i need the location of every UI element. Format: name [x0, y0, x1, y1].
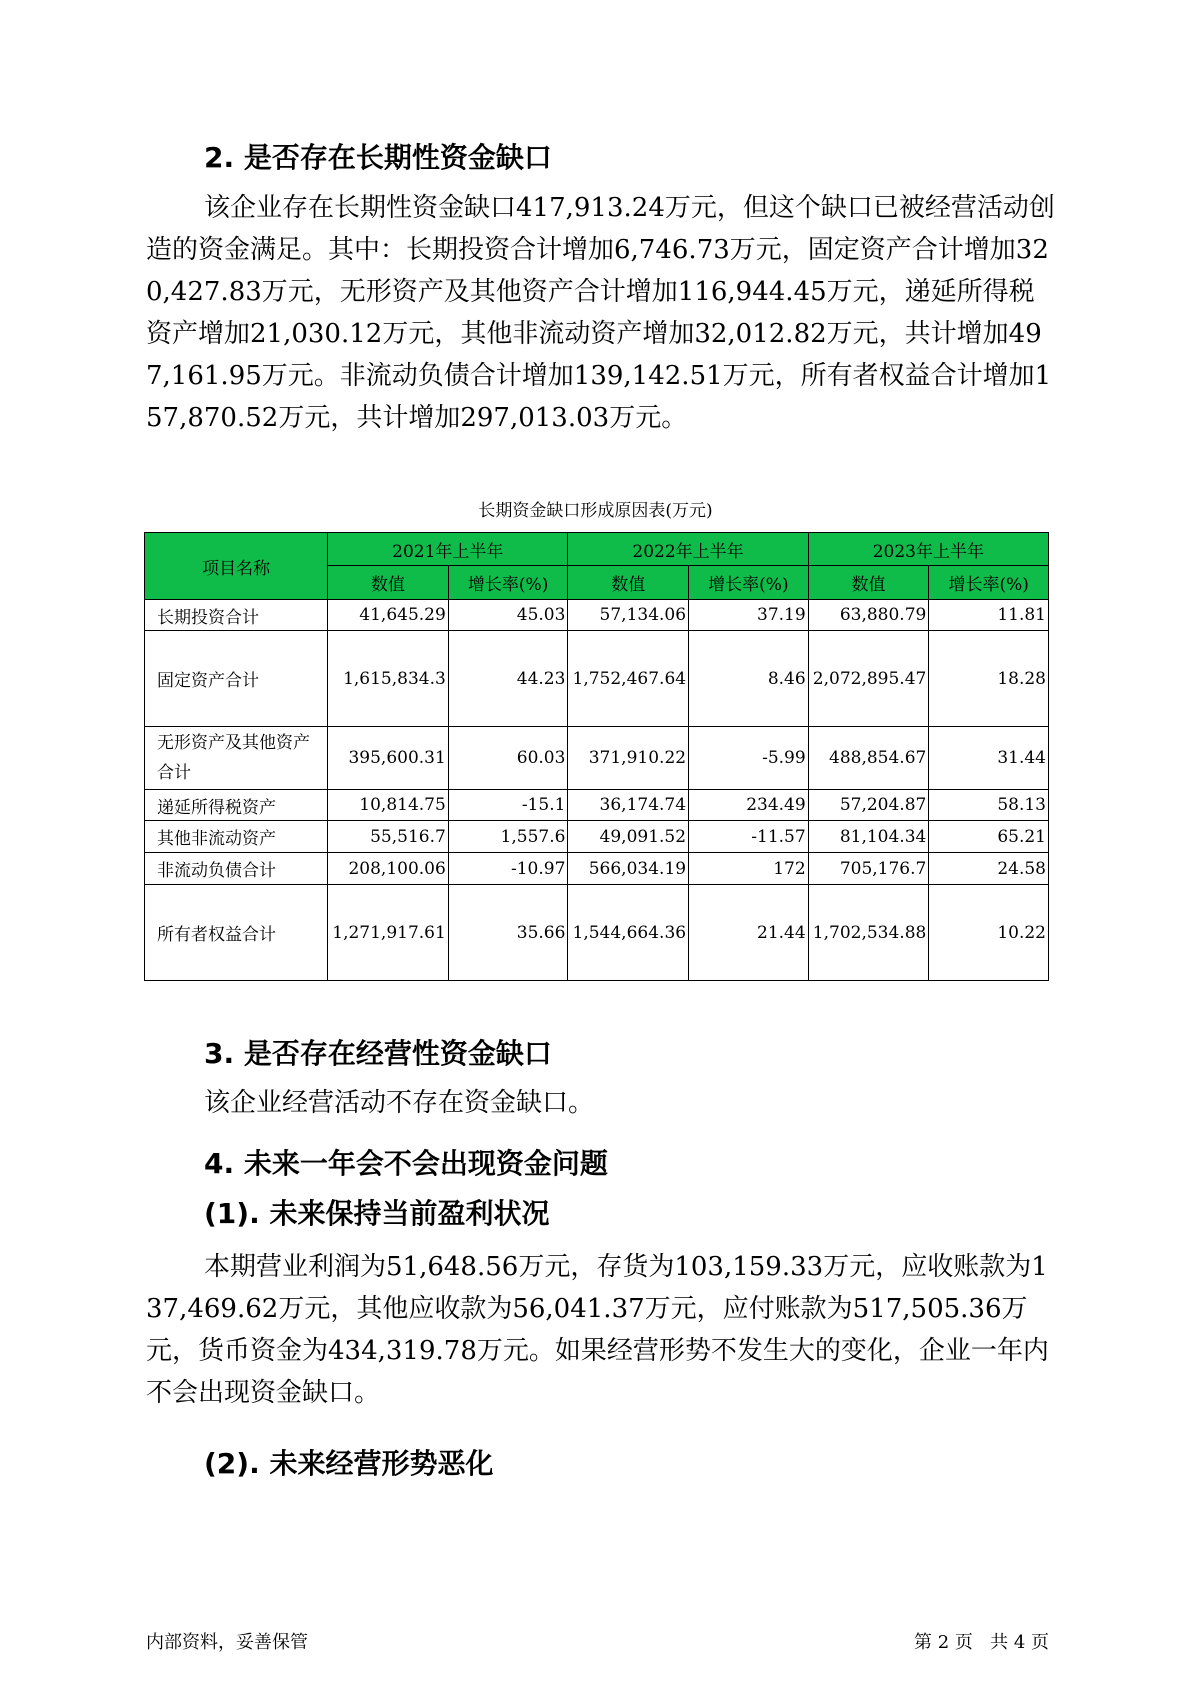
- section-3-heading: 3. 是否存在经营性资金缺口: [204, 1037, 552, 1070]
- cell-value: 57,204.87: [808, 790, 929, 821]
- row-name: 其他非流动资产: [145, 821, 328, 853]
- section-4-1-paragraph: 本期营业利润为51,648.56万元，存货为103,159.33万元，应收账款为137,469.62万元，其他应收款为56,041.37万元，应付账款为517,505.36万元，货币资金为434,319.78万元。如果经营形势不发生大的变化，企业一年内不会出现资金缺口。: [146, 1252, 1049, 1408]
- cell-value: 41,645.29: [328, 600, 449, 631]
- cell-value: 63,880.79: [808, 600, 929, 631]
- cell-growth: 37.19: [689, 600, 809, 631]
- cell-growth: -11.57: [689, 821, 809, 853]
- cell-growth: 18.28: [929, 631, 1049, 727]
- cell-growth: 234.49: [689, 790, 809, 821]
- section-4-2-heading: (2). 未来经营形势恶化: [204, 1447, 494, 1480]
- table-row: [145, 631, 1049, 727]
- cell-value: 371,910.22: [568, 727, 689, 790]
- cell-growth: 44.23: [448, 631, 568, 727]
- header-growth: 增长率(%): [448, 566, 568, 600]
- cell-growth: 8.46: [689, 631, 809, 727]
- header-period-2023: 2023年上半年: [808, 533, 1048, 566]
- row-name: 所有者权益合计: [145, 885, 328, 981]
- cell-value: 36,174.74: [568, 790, 689, 821]
- header-growth: 增长率(%): [689, 566, 809, 600]
- cell-value: 1,544,664.36: [568, 885, 689, 981]
- cell-growth: -15.1: [448, 790, 568, 821]
- header-period-2021: 2021年上半年: [328, 533, 568, 566]
- header-value: 数值: [568, 566, 689, 600]
- cell-value: 55,516.7: [328, 821, 449, 853]
- table-row: [145, 727, 1049, 790]
- table-row: [145, 821, 1049, 853]
- section-2-heading: 2. 是否存在长期性资金缺口: [204, 141, 552, 174]
- cell-growth: 35.66: [448, 885, 568, 981]
- cell-value: 57,134.06: [568, 600, 689, 631]
- cell-value: 488,854.67: [808, 727, 929, 790]
- cell-value: 566,034.19: [568, 853, 689, 885]
- header-value: 数值: [328, 566, 449, 600]
- header-item-name: 项目名称: [145, 533, 328, 600]
- section-3-paragraph: 该企业经营活动不存在资金缺口。: [204, 1088, 595, 1118]
- row-name: 长期投资合计: [145, 600, 328, 631]
- cell-growth: 1,557.6: [448, 821, 568, 853]
- cell-value: 2,072,895.47: [808, 631, 929, 727]
- cell-growth: 45.03: [448, 600, 568, 631]
- table-row: [145, 600, 1049, 631]
- cell-value: 395,600.31: [328, 727, 449, 790]
- cell-growth: 21.44: [689, 885, 809, 981]
- cell-value: 208,100.06: [328, 853, 449, 885]
- table-row: [145, 885, 1049, 981]
- cell-growth: -10.97: [448, 853, 568, 885]
- cell-growth: 24.58: [929, 853, 1049, 885]
- row-name: 固定资产合计: [145, 631, 328, 727]
- footer-page-number: 第 2 页 共 4 页: [914, 1632, 1049, 1653]
- cell-value: 81,104.34: [808, 821, 929, 853]
- cell-value: 705,176.7: [808, 853, 929, 885]
- header-period-2022: 2022年上半年: [568, 533, 808, 566]
- row-name: 无形资产及其他资产合计: [145, 727, 328, 790]
- cell-growth: 65.21: [929, 821, 1049, 853]
- cell-value: 49,091.52: [568, 821, 689, 853]
- section-2-paragraph: 该企业存在长期性资金缺口417,913.24万元，但这个缺口已被经营活动创造的资金满足。其中：长期投资合计增加6,746.73万元，固定资产合计增加320,427.83万元，无形资产及其他资产合计增加116,944.45万元，递延所得税资产增加21,030.12万元，其他非流动资产增加32,012.82万元，共计增加497,161.95万元。非流动负债合计增加139,142.51万元，所有者权益合计增加157,870.52万元，共计增加297,013.03万元。: [146, 193, 1055, 433]
- cell-value: 1,615,834.3: [328, 631, 449, 727]
- cell-value: 1,752,467.64: [568, 631, 689, 727]
- section-4-1-heading: (1). 未来保持当前盈利状况: [204, 1197, 550, 1230]
- cell-growth: 172: [689, 853, 809, 885]
- cell-growth: 10.22: [929, 885, 1049, 981]
- cell-growth: -5.99: [689, 727, 809, 790]
- cell-value: 10,814.75: [328, 790, 449, 821]
- long-term-funding-gap-table: [144, 532, 1049, 981]
- table-caption: 长期资金缺口形成原因表(万元): [478, 501, 713, 521]
- cell-growth: 60.03: [448, 727, 568, 790]
- table-row: [145, 853, 1049, 885]
- header-value: 数值: [808, 566, 929, 600]
- table-row: [145, 790, 1049, 821]
- footer-confidential-note: 内部资料，妥善保管: [146, 1632, 308, 1653]
- row-name: 非流动负债合计: [145, 853, 328, 885]
- row-name: 递延所得税资产: [145, 790, 328, 821]
- cell-growth: 11.81: [929, 600, 1049, 631]
- cell-growth: 31.44: [929, 727, 1049, 790]
- header-growth: 增长率(%): [929, 566, 1049, 600]
- cell-growth: 58.13: [929, 790, 1049, 821]
- cell-value: 1,702,534.88: [808, 885, 929, 981]
- cell-value: 1,271,917.61: [328, 885, 449, 981]
- section-4-heading: 4. 未来一年会不会出现资金问题: [204, 1147, 608, 1180]
